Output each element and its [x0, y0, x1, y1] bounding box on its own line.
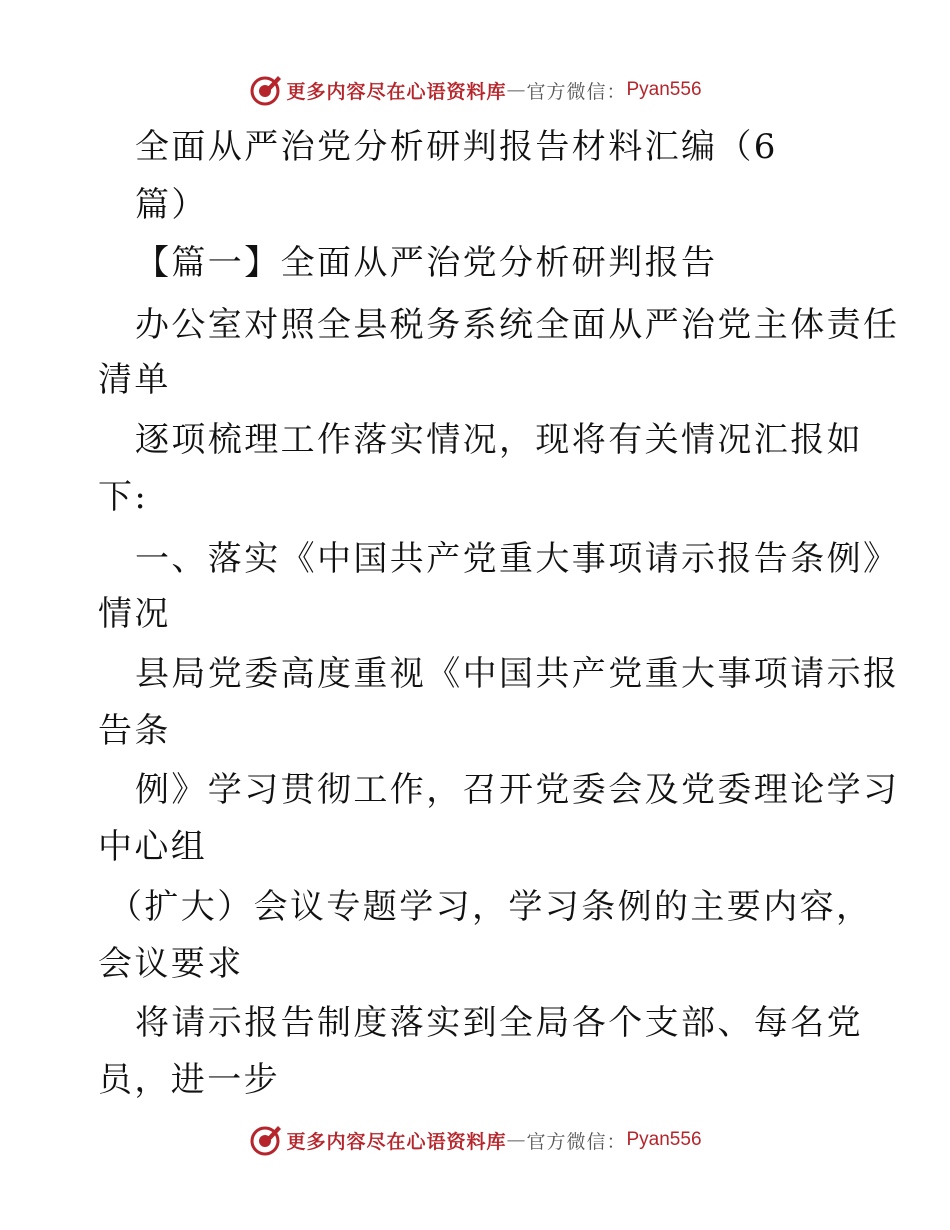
paragraph-line: 中心组	[98, 827, 208, 867]
paragraph-line: （扩大）会议专题学习，学习条例的主要内容，	[108, 887, 873, 927]
paragraph-line: 县局党委高度重视《中国共产党重大事项请示报	[135, 654, 900, 694]
banner-wechat-label: 官方微信：	[526, 1130, 627, 1153]
banner-wechat-label: 官方微信：	[526, 80, 627, 103]
watermark-banner-top	[0, 70, 950, 110]
banner-brand: 更多内容尽在心语资料库	[286, 80, 507, 103]
paragraph-line: 办公室对照全县税务系统全面从严治党主体责任	[135, 305, 900, 345]
doc-title-cont: 篇）	[135, 185, 208, 225]
banner-separator: —	[506, 1129, 527, 1151]
pen-logo-icon	[248, 1123, 282, 1157]
section-heading: 【篇一】全面从严治党分析研判报告	[135, 243, 718, 283]
paragraph-line: 下:	[98, 477, 149, 517]
paragraph-line: 将请示报告制度落实到全局各个支部、每名党	[135, 1003, 863, 1043]
paragraph-line: 例》学习贯彻工作，召开党委会及党委理论学习	[135, 770, 900, 810]
pen-logo-icon	[248, 73, 282, 107]
subheading-line: 一、落实《中国共产党重大事项请示报告条例》	[135, 539, 900, 579]
banner-wechat-id: Pyan556	[626, 1129, 702, 1150]
subheading-line: 情况	[98, 594, 171, 634]
paragraph-line: 清单	[98, 360, 171, 400]
watermark-banner-bottom	[0, 1120, 950, 1160]
banner-separator: —	[506, 79, 527, 101]
paragraph-line: 员，进一步	[98, 1060, 280, 1100]
banner-brand: 更多内容尽在心语资料库	[286, 1130, 507, 1153]
banner-wechat-id: Pyan556	[626, 79, 702, 100]
paragraph-line: 会议要求	[98, 944, 244, 984]
doc-title: 全面从严治党分析研判报告材料汇编（6	[135, 127, 778, 167]
paragraph-line: 告条	[98, 711, 171, 751]
paragraph-line: 逐项梳理工作落实情况，现将有关情况汇报如	[135, 420, 863, 460]
